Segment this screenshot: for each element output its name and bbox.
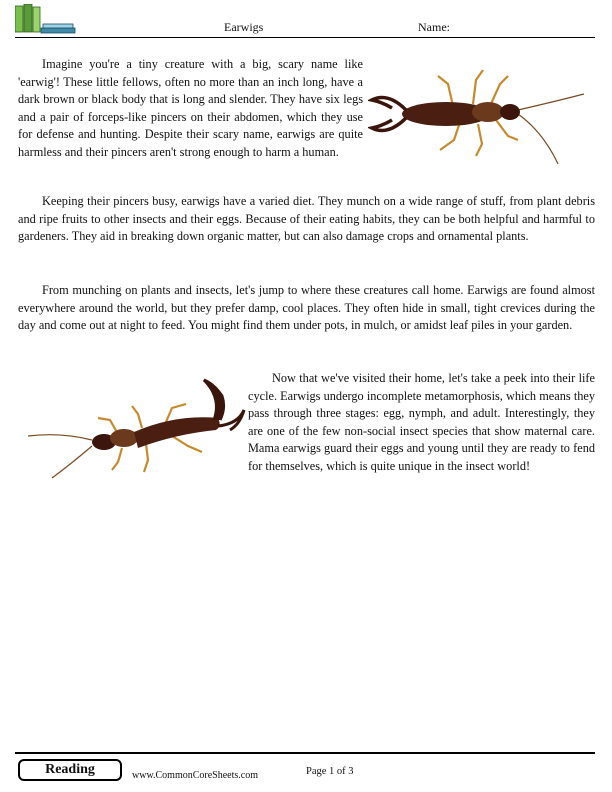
earwig-illustration-bottom bbox=[26, 374, 248, 482]
paragraph-life-cycle: Now that we've visited their home, let's take a peek into their life cycle. Earwigs undergo incomplete metamorphosis, which means they pass through three stages: egg, nymph, and adult. Interestingly, they are one of the few non-social insect species that show maternal care. Mama earwigs guard their eggs and young until they are ready to fend for themselves, which is quite unique in the insect world! bbox=[248, 371, 595, 473]
paragraph-habitat: From munching on plants and insects, let's jump to where these creatures call home. Earwigs are found almost everywhere around the world, but they prefer damp, cool places. They often hide in small, tight crevices during the day and come out at night to feed. You might find them under pots, in mulch, or amidst leaf piles in your garden. bbox=[18, 283, 595, 332]
reading-label-box: Reading bbox=[18, 759, 122, 781]
site-url: www.CommonCoreSheets.com bbox=[132, 770, 259, 781]
page-number: Page 1 of 3 bbox=[306, 766, 354, 777]
paragraph-diet: Keeping their pincers busy, earwigs have a varied diet. They munch on a wide range of stuff, from plant debris and ripe fruits to other insects and their eggs. Because of their eating habits, they can be both helpful and harmful to gardeners. They aid in breaking down organic matter, but can also damage crops and ornamental plants. bbox=[18, 194, 595, 243]
paragraph-description: Imagine you're a tiny creature with a big, scary name like 'earwig'! These little fellows, often no more than an inch long, have a dark brown or black body that is long and slender. They have six legs and a pair of forceps-like pincers on their abdomen, which they use for defense and hunting. Despite their scary name, earwigs are quite harmless and their pincers aren't strong enough to harm a human. bbox=[18, 57, 363, 159]
page-header bbox=[0, 0, 612, 40]
page-title: Earwigs bbox=[224, 20, 264, 34]
books-logo-icon bbox=[15, 4, 79, 34]
footer-divider bbox=[15, 752, 595, 754]
header-divider bbox=[15, 37, 595, 38]
earwig-illustration-top bbox=[368, 62, 588, 172]
name-label: Name: bbox=[418, 20, 450, 34]
